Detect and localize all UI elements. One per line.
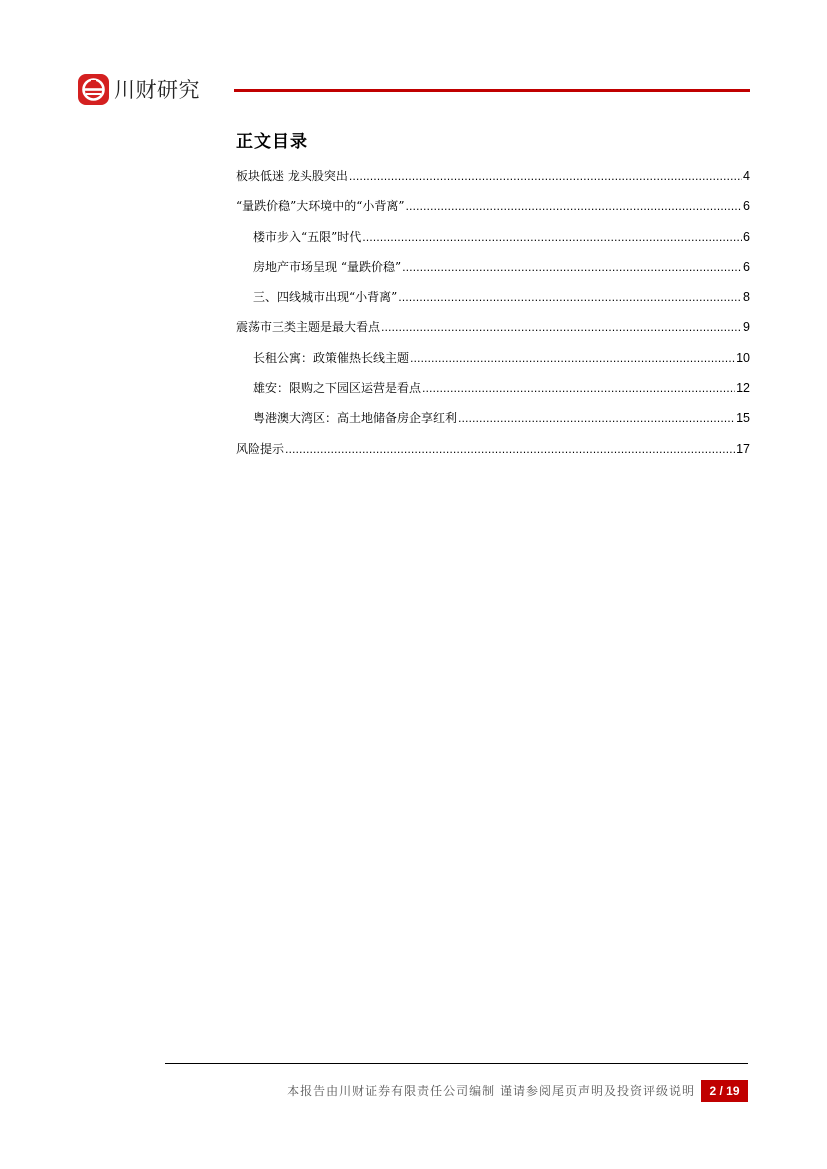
footer-divider	[165, 1063, 748, 1064]
toc-leader-dots	[406, 198, 743, 215]
chuancai-logo-icon	[78, 74, 109, 105]
toc-subentry[interactable]	[236, 410, 750, 440]
toc-entry-page: 6	[743, 259, 750, 274]
toc-leader-dots	[402, 259, 742, 276]
toc-entry-label: 板块低迷 龙头股突出	[236, 169, 348, 183]
toc-entry-page: 10	[736, 350, 750, 365]
toc-title: 正文目录	[236, 132, 308, 152]
toc-entry-label: 风险提示	[236, 441, 285, 456]
toc-entry-page: 15	[736, 411, 750, 426]
toc-entry-page: 6	[743, 199, 750, 214]
toc-entry-page: 9	[743, 320, 750, 335]
toc-entry-label: 粤港澳大湾区：高土地储备房企享红利	[253, 411, 458, 426]
toc-subentry[interactable]	[236, 259, 750, 289]
toc-leader-dots	[458, 410, 735, 427]
toc-entry-page: 17	[736, 441, 750, 456]
toc-entry-page: 8	[743, 290, 750, 305]
toc-entry[interactable]	[236, 168, 750, 198]
toc-entry-label: 楼市步入“五限”时代	[253, 229, 362, 244]
toc-leader-dots	[422, 380, 735, 397]
table-of-contents	[236, 130, 750, 471]
toc-entry-page: 6	[743, 229, 750, 244]
toc-entry-label: 雄安：限购之下园区运营是看点	[253, 381, 422, 396]
toc-entry-page: 12	[736, 381, 750, 396]
toc-leader-dots	[410, 350, 735, 367]
toc-entry[interactable]	[236, 319, 750, 349]
toc-leader-dots	[398, 289, 742, 306]
toc-subentry[interactable]	[236, 289, 750, 319]
header-divider	[234, 89, 750, 92]
toc-leader-dots	[349, 168, 742, 185]
toc-entry[interactable]	[236, 198, 750, 228]
toc-entry[interactable]	[236, 441, 750, 471]
toc-subentry[interactable]	[236, 380, 750, 410]
toc-leader-dots	[381, 319, 742, 336]
page-number-badge: 2 / 19	[701, 1080, 748, 1102]
page-header	[78, 74, 750, 106]
toc-entry-label: 长租公寓：政策催热长线主题	[253, 350, 410, 365]
toc-leader-dots	[362, 229, 742, 246]
brand-name: 川财研究	[114, 78, 200, 102]
footer-disclaimer: 本报告由川财证券有限责任公司编制 谨请参阅尾页声明及投资评级说明	[287, 1084, 695, 1098]
toc-entry-label: 震荡市三类主题是最大看点	[236, 320, 381, 335]
toc-subentry[interactable]	[236, 350, 750, 380]
toc-entry-page: 4	[743, 169, 750, 183]
toc-leader-dots	[285, 441, 735, 458]
toc-entry-label: “量跌价稳”大环境中的“小背离”	[236, 199, 405, 214]
toc-subentry[interactable]	[236, 229, 750, 259]
toc-entry-label: 房地产市场呈现 “量跌价稳”	[253, 259, 402, 274]
toc-entry-label: 三、四线城市出现“小背离”	[253, 290, 398, 305]
